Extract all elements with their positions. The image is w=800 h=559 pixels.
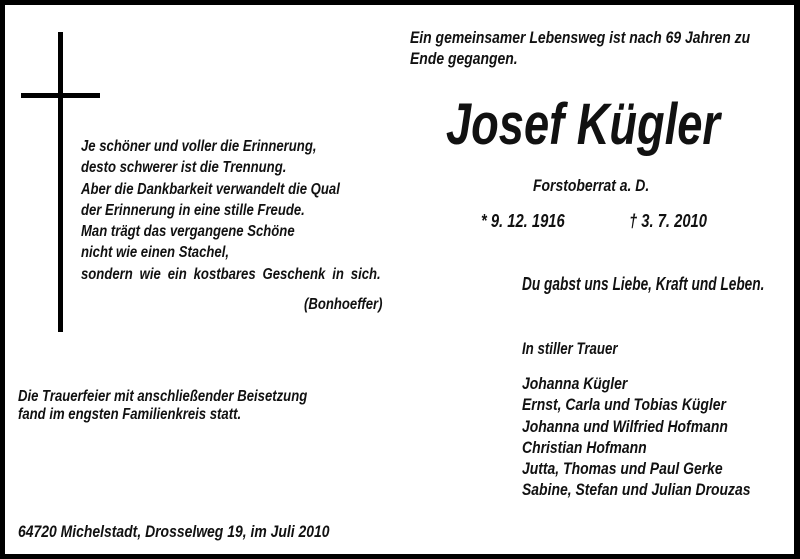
poem-line: nicht wie einen Stachel, xyxy=(81,244,230,262)
funeral-note-line: fand im engsten Familienkreis statt. xyxy=(18,406,242,423)
cross-horizontal-bar xyxy=(21,93,100,98)
death-date: † 3. 7. 2010 xyxy=(629,211,707,231)
poem-line: Aber die Dankbarkeit verwandelt die Qual xyxy=(81,180,340,198)
intro-line: Ein gemeinsamer Lebensweg ist nach 69 Jahren zu xyxy=(410,28,751,47)
intro-line: Ende gegangen. xyxy=(410,49,518,69)
mourner-name: Johanna und Wilfried Hofmann xyxy=(522,416,728,436)
deceased-name: Josef Kügler xyxy=(446,92,721,157)
mourners-heading: In stiller Trauer xyxy=(522,339,618,358)
intro-text xyxy=(410,27,750,70)
poem-line: Man trägt das vergangene Schöne xyxy=(81,223,295,241)
birth-date: * 9. 12. 1916 xyxy=(481,211,565,231)
motto: Du gabst uns Liebe, Kraft und Leben. xyxy=(522,274,765,294)
mourner-name: Johanna Kügler xyxy=(522,374,628,393)
poem-line: Je schöner und voller die Erinnerung, xyxy=(81,138,317,155)
mourner-name: Jutta, Thomas und Paul Gerke xyxy=(522,459,723,479)
mourner-name: Sabine, Stefan und Julian Drouzas xyxy=(522,480,751,500)
poem-line: sondern wie ein kostbares Geschenk in sich. xyxy=(81,265,381,283)
poem-line: der Erinnerung in eine stille Freude. xyxy=(81,201,305,219)
mourner-name: Christian Hofmann xyxy=(522,437,647,457)
poem xyxy=(81,136,381,285)
mourners-list xyxy=(522,373,751,501)
poem-author: (Bonhoeffer) xyxy=(304,296,383,313)
funeral-note xyxy=(18,388,307,424)
funeral-note-line: Die Trauerfeier mit anschließender Beisetzung xyxy=(18,388,308,405)
poem-line: desto schwerer ist die Trennung. xyxy=(81,159,287,177)
deceased-title: Forstoberrat a. D. xyxy=(533,176,650,195)
footer-address: 64720 Michelstadt, Drosselweg 19, im Juli 2010 xyxy=(18,522,330,541)
mourner-name: Ernst, Carla und Tobias Kügler xyxy=(522,395,726,415)
cross-vertical-bar xyxy=(58,32,63,332)
